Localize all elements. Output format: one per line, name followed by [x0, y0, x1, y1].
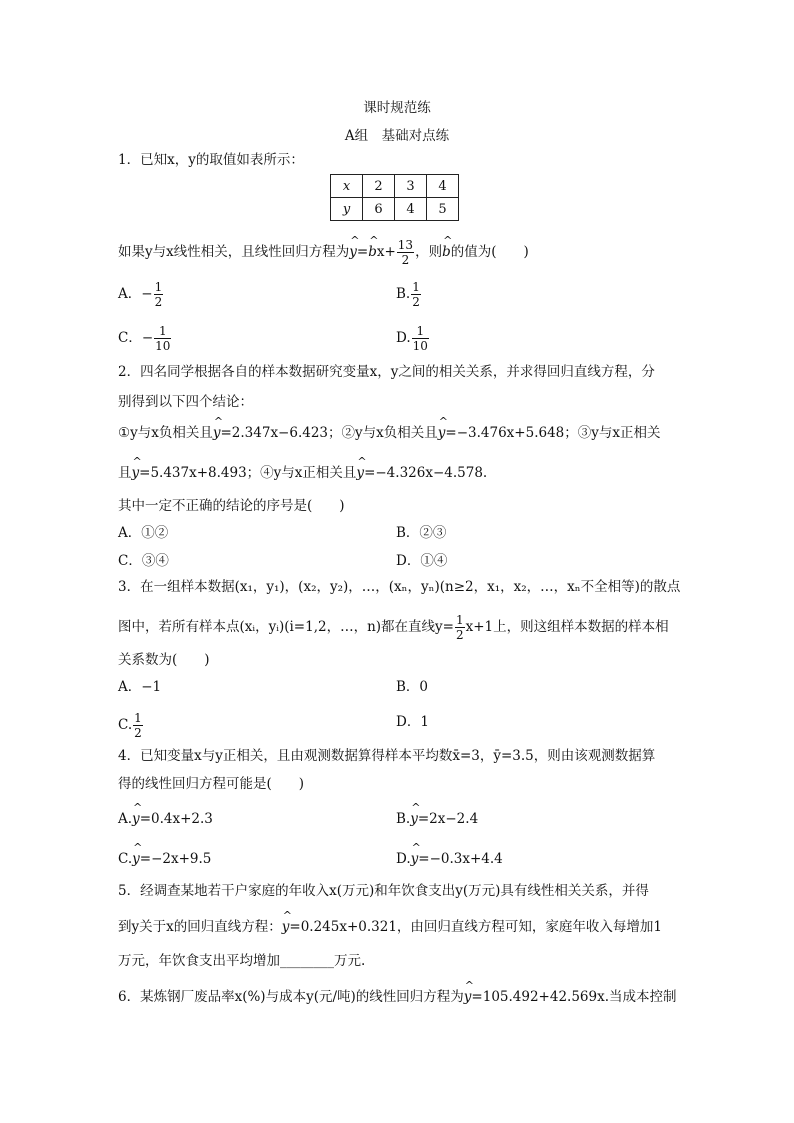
q2-line-5: 其中一定不正确的结论的序号是( ): [118, 498, 345, 514]
table-cell: 5: [427, 198, 459, 221]
table-cell: x: [331, 175, 363, 198]
fraction: $\frac{13}{2}$: [397, 238, 414, 267]
q3-option-a: A．−1: [118, 679, 162, 695]
q2-option-a: A．①②: [118, 525, 169, 541]
table-cell: 4: [427, 175, 459, 198]
table-row: [331, 175, 459, 198]
q2-line-2: 别得到以下四个结论：: [118, 394, 253, 410]
q1-value-table: [330, 174, 459, 221]
table-cell: y: [331, 198, 363, 221]
q5-line-3: 万元，年饮食支出平均增加________万元.: [118, 953, 366, 969]
q4-option-c: C.^ y=−2x+9.5: [118, 850, 211, 868]
q1-stem: 1．已知x，y的取值如表所示：: [118, 152, 304, 168]
q2-option-d: D．①④: [396, 553, 448, 569]
q2-option-c: C．③④: [118, 553, 169, 569]
table-cell: 4: [395, 198, 427, 221]
q3-line-2: 图中，若所有样本点(xᵢ，yᵢ)(i=1,2，…，n)都在直线y= $\frac{1}{2}$ x+1上，则这组样本数据的样本相: [118, 613, 669, 642]
table-cell: 3: [395, 175, 427, 198]
q1-option-b: B. $\frac{1}{2}$: [396, 280, 420, 309]
q4-line-1: 4．已知变量x与y正相关，且由观测数据算得样本平均数x̄=3，ȳ=3.5，则由该观测数据算: [118, 748, 656, 764]
page-title: 课时规范练: [363, 100, 431, 116]
table-row: [331, 198, 459, 221]
q4-option-a: A.^ y=0.4x+2.3: [118, 810, 213, 828]
q2-line-4: 且^ y=5.437x+8.493；④y与x正相关且^ y=−4.326x−4.578.: [118, 464, 487, 482]
q1-option-a: A．− $\frac{1}{2}$: [118, 280, 163, 309]
q3-option-d: D．1: [396, 714, 429, 730]
q2-line-1: 2．四名同学根据各自的样本数据研究变量x，y之间的相关关系，并求得回归直线方程，分: [118, 364, 655, 380]
q2-option-b: B．②③: [396, 525, 447, 541]
q4-line-2: 得的线性回归方程可能是( ): [118, 776, 305, 792]
q2-line-3: ①y与x负相关且^ y=2.347x−6.423；②y与x负相关且^ y=−3.476x+5.648；③y与x正相关: [118, 424, 661, 442]
q6-line-1: 6．某炼钢厂废品率x(%)与成本y(元/吨)的线性回归方程为^ y=105.492+42.569x.当成本控制: [118, 988, 677, 1006]
q4-option-b: B.^ y=2x−2.4: [396, 810, 478, 828]
q5-line-1: 5．经调查某地若干户家庭的年收入x(万元)和年饮食支出y(万元)具有线性相关关系，并得: [118, 883, 649, 899]
q1-line: 如果y与x线性相关，且线性回归方程为^ y=^ bx+ $\frac{13}{2}$ ，则^ b的值为( ): [118, 238, 529, 267]
section-subtitle: A组 基础对点练: [344, 128, 450, 144]
table-cell: 2: [363, 175, 395, 198]
q3-line-1: 3．在一组样本数据(x₁，y₁)，(x₂，y₂)，…，(xₙ，yₙ)(n≥2，x₁，x₂，…，xₙ不全相等)的散点: [118, 579, 681, 595]
q3-option-b: B．0: [396, 679, 429, 695]
table-cell: 6: [363, 198, 395, 221]
q3-line-3: 关系数为( ): [118, 652, 210, 668]
q1-option-d: D. $\frac{1}{10}$: [396, 324, 428, 353]
q4-option-d: D.^ y=−0.3x+4.4: [396, 850, 503, 868]
q1-option-c: C．− $\frac{1}{10}$: [118, 324, 171, 353]
q5-line-2: 到y关于x的回归直线方程：^ y=0.245x+0.321，由回归直线方程可知，家庭年收入每增加1: [118, 918, 662, 936]
q3-option-c: C. $\frac{1}{2}$: [118, 711, 142, 740]
